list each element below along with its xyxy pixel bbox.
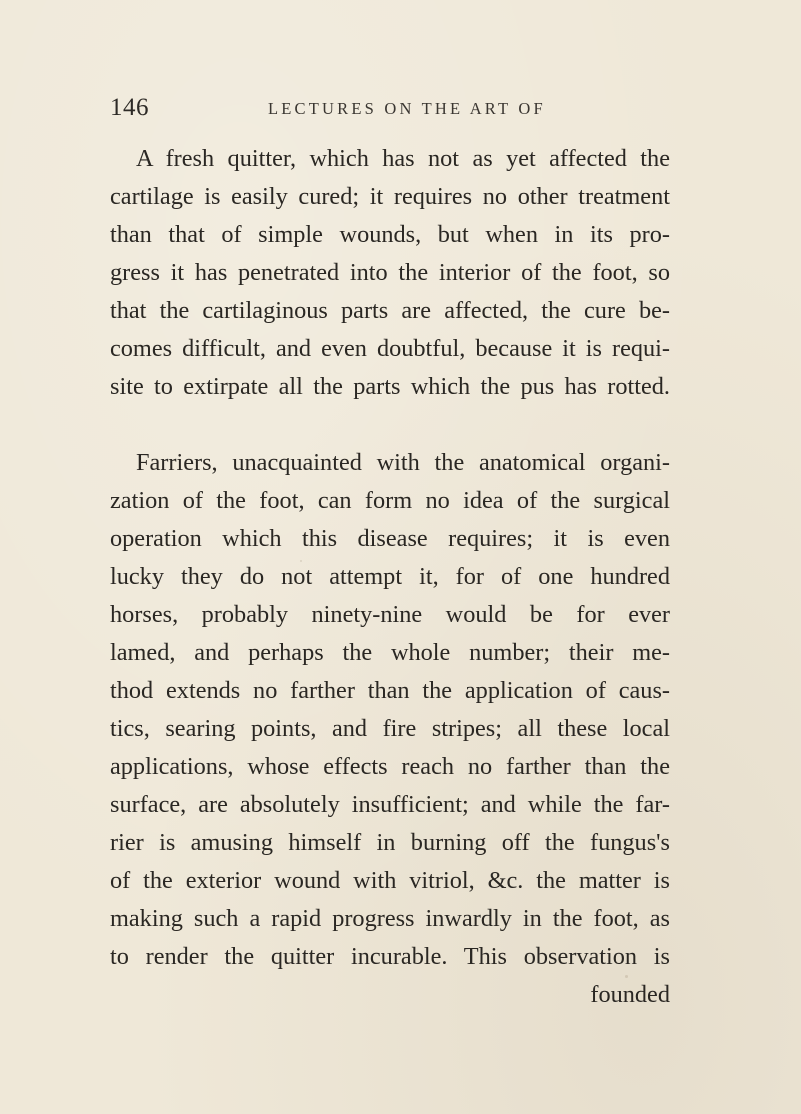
text-line: of the exterior wound with vitriol, &c. the matter is bbox=[110, 867, 670, 894]
text-line: to render the quitter incurable. This observation is bbox=[110, 943, 670, 970]
text-line: lamed, and perhaps the whole number; their me- bbox=[110, 639, 670, 666]
paper-speck bbox=[625, 975, 628, 978]
text-line: applications, whose effects reach no farther than the bbox=[110, 753, 670, 780]
text-line: than that of simple wounds, but when in its pro- bbox=[110, 221, 670, 248]
text-line: A fresh quitter, which has not as yet affected the bbox=[136, 145, 670, 172]
text-line: tics, searing points, and fire stripes; all these local bbox=[110, 715, 670, 742]
paragraph-gap bbox=[110, 406, 670, 444]
text-line: lucky they do not attempt it, for of one hundred bbox=[110, 563, 670, 590]
text-line: thod extends no farther than the application of caus- bbox=[110, 677, 670, 704]
text-line: comes difficult, and even doubtful, because it is requi- bbox=[110, 335, 670, 362]
paper-speck bbox=[300, 560, 302, 562]
text-line: surface, are absolutely insufficient; and while the far- bbox=[110, 791, 670, 818]
catchword: founded bbox=[590, 981, 670, 1008]
text-line: that the cartilaginous parts are affected, the cure be- bbox=[110, 297, 670, 324]
text-line: gress it has penetrated into the interior of the foot, so bbox=[110, 259, 670, 286]
text-line: rier is amusing himself in burning off the fungus's bbox=[110, 829, 670, 856]
text-line: zation of the foot, can form no idea of the surgical bbox=[110, 487, 670, 514]
page-header bbox=[110, 94, 670, 128]
text-line: site to extirpate all the parts which the pus has rotted. bbox=[110, 373, 670, 400]
text-line: Farriers, unacquainted with the anatomical organi- bbox=[136, 449, 670, 476]
text-line: cartilage is easily cured; it requires no other treatment bbox=[110, 183, 670, 210]
text-line: making such a rapid progress inwardly in the foot, as bbox=[110, 905, 670, 932]
running-head: LECTURES ON THE ART OF bbox=[268, 99, 546, 118]
text-line: operation which this disease requires; it is even bbox=[110, 525, 670, 552]
text-line: horses, probably ninety-nine would be for ever bbox=[110, 601, 670, 628]
page-number: 146 bbox=[110, 94, 149, 121]
body-text bbox=[110, 140, 670, 1014]
